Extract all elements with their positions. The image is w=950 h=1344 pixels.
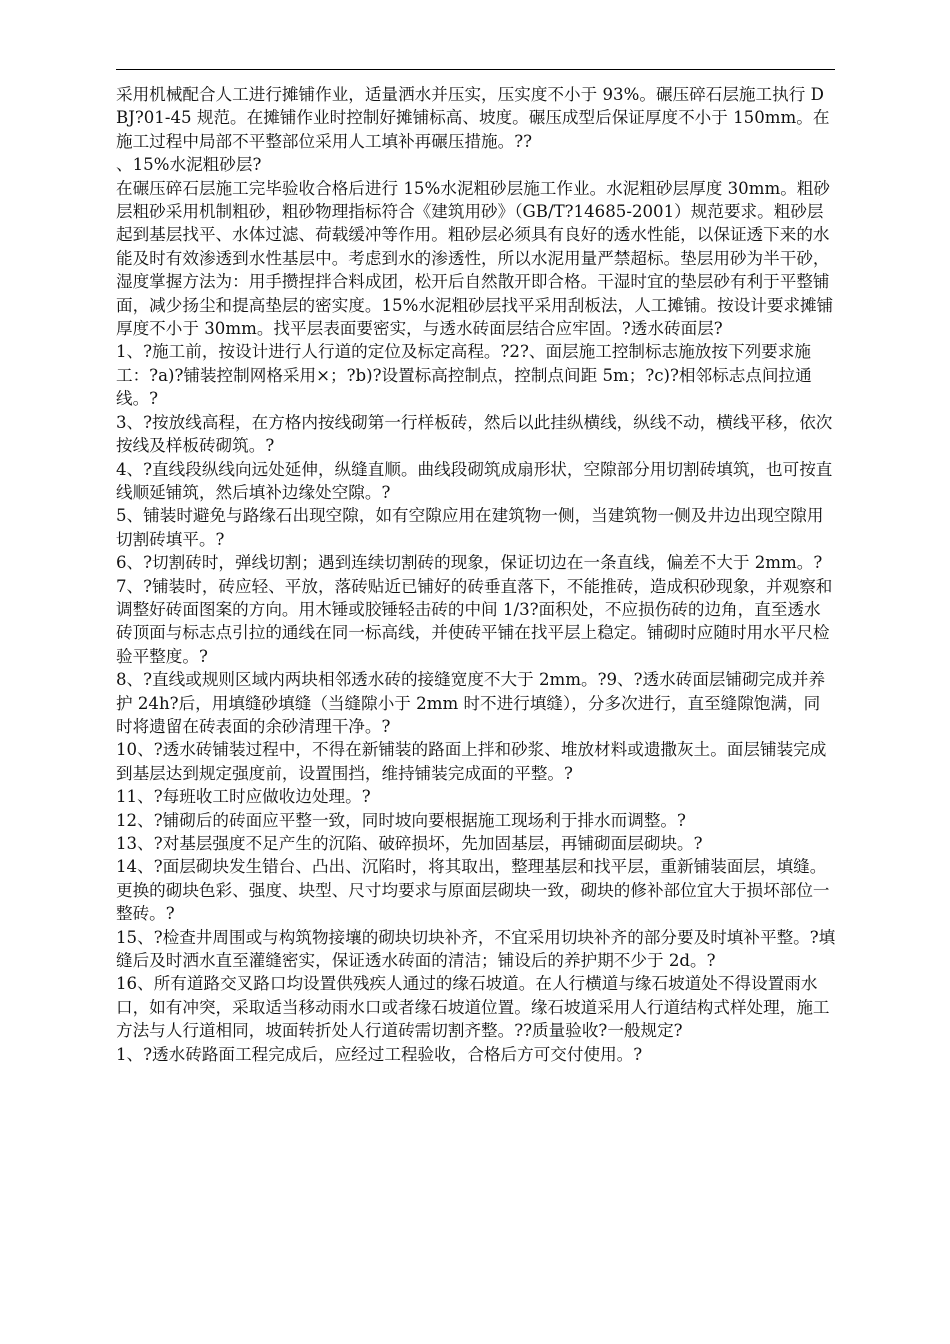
list-item-4: 4、?直线段纵线向远处延伸，纵缝直顺。曲线段砌筑成扇形状，空隙部分用切割砖填筑，也可按直线顺延铺筑，然后填补边缘处空隙。?	[116, 459, 833, 502]
list-item-7: 7、?铺装时，砖应轻、平放，落砖贴近已铺好的砖垂直落下，不能推砖，造成积砂现象，并观察和调整好砖面图案的方向。用木锤或胶锤轻击砖的中间 1/3?面积处，不应损伤砖的边角，直至透水砖顶面与标志点引拉的通线在同一标高线，并使砖平铺在找平层上稳定。铺砌时应随时用水平尺检验平整度。?	[116, 576, 833, 666]
header-rule	[116, 69, 835, 70]
list-item-16: 16、所有道路交叉路口均设置供残疾人通过的缘石坡道。在人行横道与缘石坡道处不得设置雨水口，如有冲突，采取适当移动雨水口或者缘石坡道位置。缘石坡道采用人行道结构式样处理，施工方法与人行道相同，坡面转折处人行道砖需切割齐整。??质量验收?一般规定?	[116, 974, 830, 1041]
list-item-8-9: 8、?直线或规则区域内两块相邻透水砖的接缝宽度不大于 2mm。?9、?透水砖面层铺砌完成并养护 24h?后，用填缝砂填缝（当缝隙小于 2mm 时不进行填缝），分多次进行，直至缝隙饱满，同时将遗留在砖表面的余砂清理干净。?	[116, 670, 826, 736]
list-item-14: 14、?面层砌块发生错台、凸出、沉陷时，将其取出，整理基层和找平层，重新铺装面层，填缝。更换的砌块色彩、强度、块型、尺寸均要求与原面层砌块一致，砌块的修补部位宜大于损坏部位一整砖。?	[116, 857, 830, 924]
list-item-3: 3、?按放线高程，在方格内按线砌第一行样板砖，然后以此挂纵横线，纵线不动，横线平移，依次按线及样板砖砌筑。?	[116, 412, 833, 456]
list-item-5: 5、铺装时避免与路缘石出现空隙，如有空隙应用在建筑物一侧，当建筑物一侧及井边出现空隙用切割砖填平。?	[116, 506, 824, 549]
list-item-10: 10、?透水砖铺装过程中，不得在新铺装的路面上拌和砂浆、堆放材料或遗撒灰土。面层铺装完成到基层达到规定强度前，设置围挡，维持铺装完成面的平整。?	[116, 740, 827, 783]
list-item-13: 13、?对基层强度不足产生的沉陷、破碎损坏，先加固基层，再铺砌面层砌块。?	[116, 834, 703, 853]
paragraph-gravel-compaction: 采用机械配合人工进行摊铺作业，适量洒水并压实，压实度不小于 93%。碾压碎石层施工执行 DBJ?01-45 规范。在摊铺作业时控制好摊铺标高、坡度。碾压成型后保证厚度不小于 150mm。在施工过程中局部不平整部位采用人工填补再碾压措施。??	[116, 85, 830, 151]
document-body	[116, 83, 836, 1066]
list-item-6: 6、?切割砖时，弹线切割；遇到连续切割砖的现象，保证切边在一条直线，偏差不大于 2mm。?	[116, 553, 823, 573]
list-item-15: 15、?检查井周围或与构筑物接壤的砌块切块补齐，不宜采用切块补齐的部分要及时填补平整。?填缝后及时洒水直至灌缝密实，保证透水砖面的清洁；铺设后的养护期不少于 2d。?	[116, 927, 836, 971]
list-item-12: 12、?铺砌后的砖面应平整一致，同时坡向要根据施工现场利于排水而调整。?	[116, 810, 686, 830]
heading-cement-sand-layer: 、15%水泥粗砂层?	[116, 155, 262, 175]
list-item-1-2: 1、?施工前，按设计进行人行道的定位及标定高程。?2?、面层施工控制标志施放按下列要求施工：?a)?铺装控制网格采用×；?b)?设置标高控制点，控制点间距 5m；?c)?相邻标志点间拉通线。?	[116, 342, 812, 409]
acceptance-item-1: 1、?透水砖路面工程完成后，应经过工程验收，合格后方可交付使用。?	[116, 1044, 643, 1064]
list-item-11: 11、?每班收工时应做收边处理。?	[116, 787, 371, 807]
paragraph-cement-sand-layer: 在碾压碎石层施工完毕验收合格后进行 15%水泥粗砂层施工作业。水泥粗砂层厚度 30mm。粗砂层粗砂采用机制粗砂，粗砂物理指标符合《建筑用砂》（GB/T?14685-2001）规范要求。粗砂层起到基层找平、水体过滤、荷载缓冲等作用。粗砂层必须具有良好的透水性能，以保证透下来的水能及时有效渗透到水性基层中。考虑到水的渗透性，所以水泥用量严禁超标。垫层用砂为半干砂，湿度掌握方法为：用手攒捏拌合料成团，松开后自然散开即合格。干湿时宜的垫层砂有利于平整铺面，减少扬尘和提高垫层的密实度。15%水泥粗砂层找平采用刮板法，人工摊铺。按设计要求摊铺厚度不小于 30mm。找平层表面要密实，与透水砖面层结合应牢固。?透水砖面层?	[116, 178, 834, 339]
